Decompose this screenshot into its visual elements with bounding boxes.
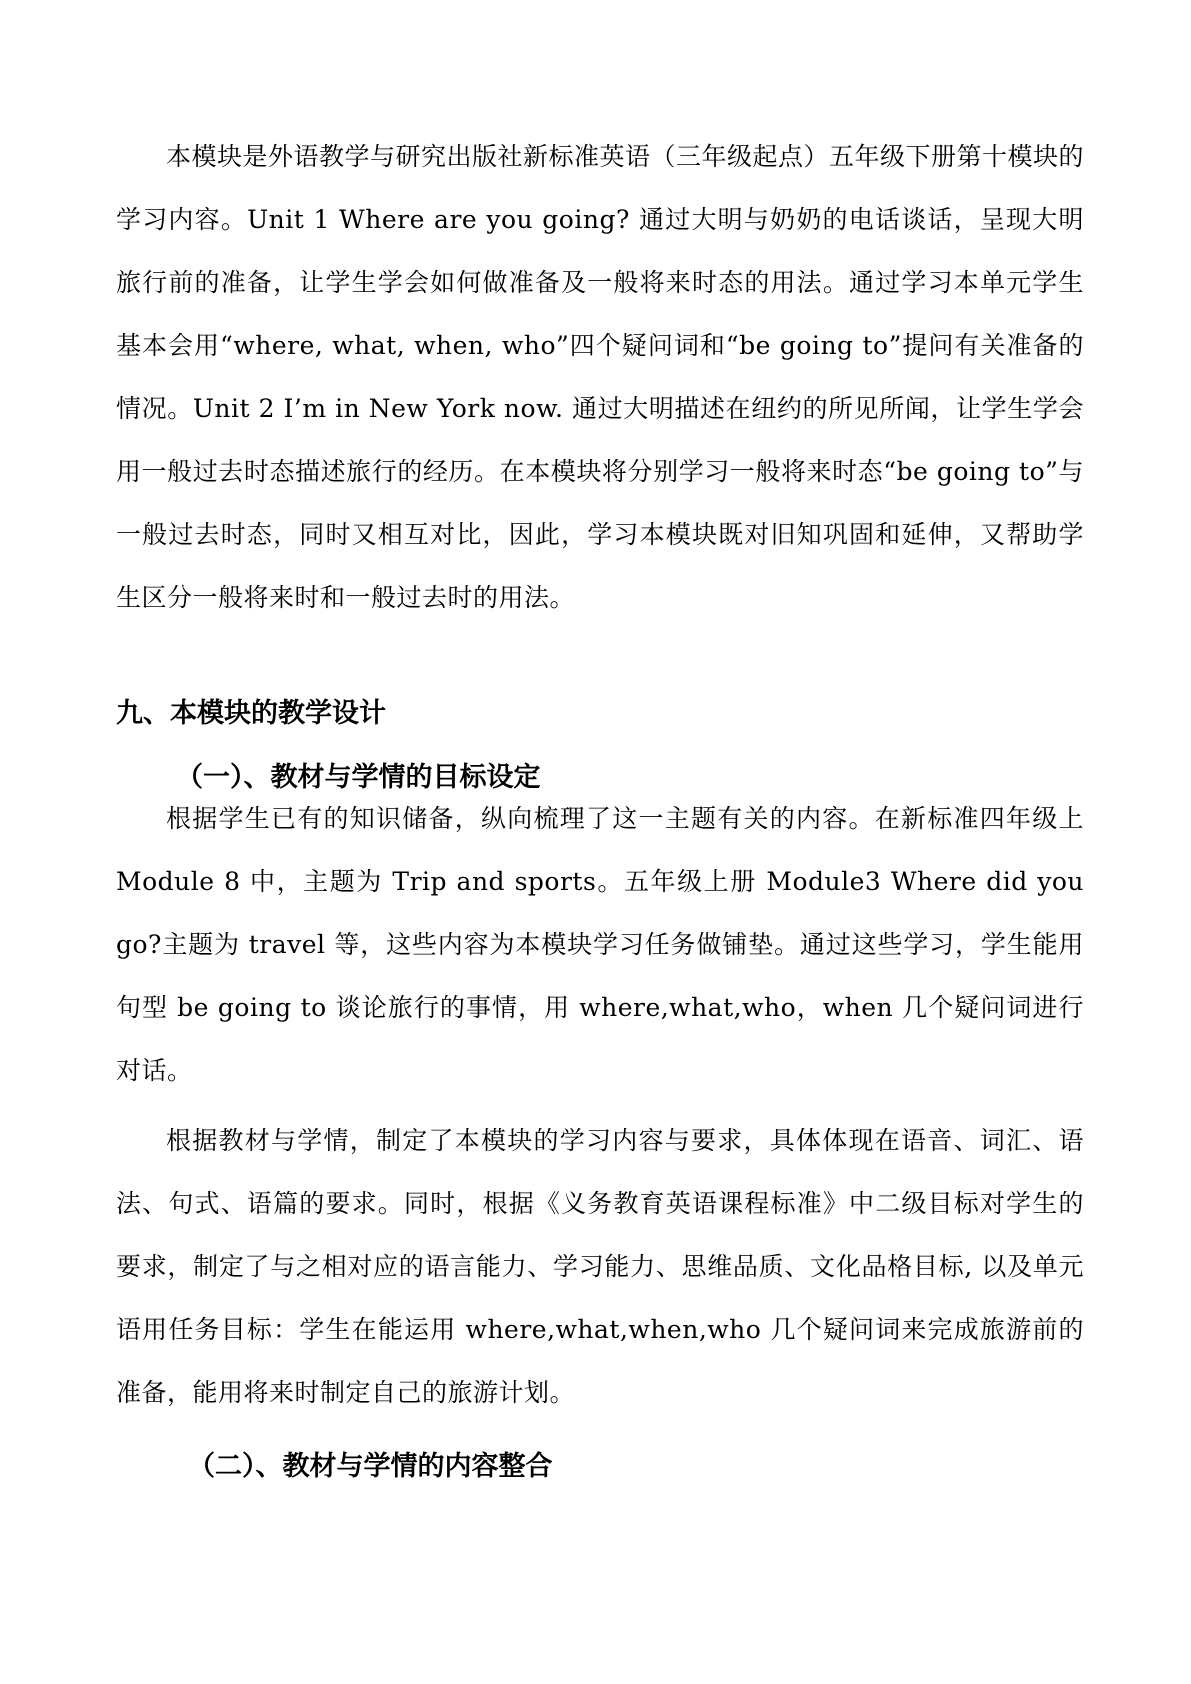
section-heading: 九、本模块的教学设计 <box>116 698 386 729</box>
subsection-2-heading: （二）、教材与学情的内容整合 <box>188 1451 553 1482</box>
intro-paragraph: 本模块是外语教学与研究出版社新标准英语（三年级起点）五年级下册第十模块的学习内容。Unit 1 Where are you going? 通过大明与奶奶的电话谈话，呈现大明旅行前的准备，让学生学会如何做准备及一般将来时态的用法。通过学习本单元学生基本会用“where, what, when, who”四个疑问词和“be going to”提问有关准备的情况。Unit 2 I’m in New York now. 通过大明描述在纽约的所见所闻，让学生学会用一般过去时态描述旅行的经历。在本模块将分别学习一般将来时态“be going to”与一般过去时态，同时又相互对比，因此，学习本模块既对旧知巩固和延伸，又帮助学生区分一般将来时和一般过去时的用法。 <box>116 142 1085 612</box>
subsection-1-heading: （一）、教材与学情的目标设定 <box>176 762 541 793</box>
subsection-1-paragraph-1: 根据学生已有的知识储备，纵向梳理了这一主题有关的内容。在新标准四年级上 Module 8 中，主题为 Trip and sports。五年级上册 Module3 Where did you go?主题为 travel 等，这些内容为本模块学习任务做铺垫。通过这些学习，学生能用句型 be going to 谈论旅行的事情，用 where,what,who，when 几个疑问词进行对话。 <box>116 804 1084 1085</box>
subsection-1-paragraph-2: 根据教材与学情，制定了本模块的学习内容与要求，具体体现在语音、词汇、语法、句式、语篇的要求。同时，根据《义务教育英语课程标准》中二级目标对学生的要求，制定了与之相对应的语言能力、学习能力、思维品质、文化品格目标, 以及单元语用任务目标：学生在能运用 where,what,when,who 几个疑问词来完成旅游前的准备，能用将来时制定自己的旅游计划。 <box>116 1126 1084 1407</box>
